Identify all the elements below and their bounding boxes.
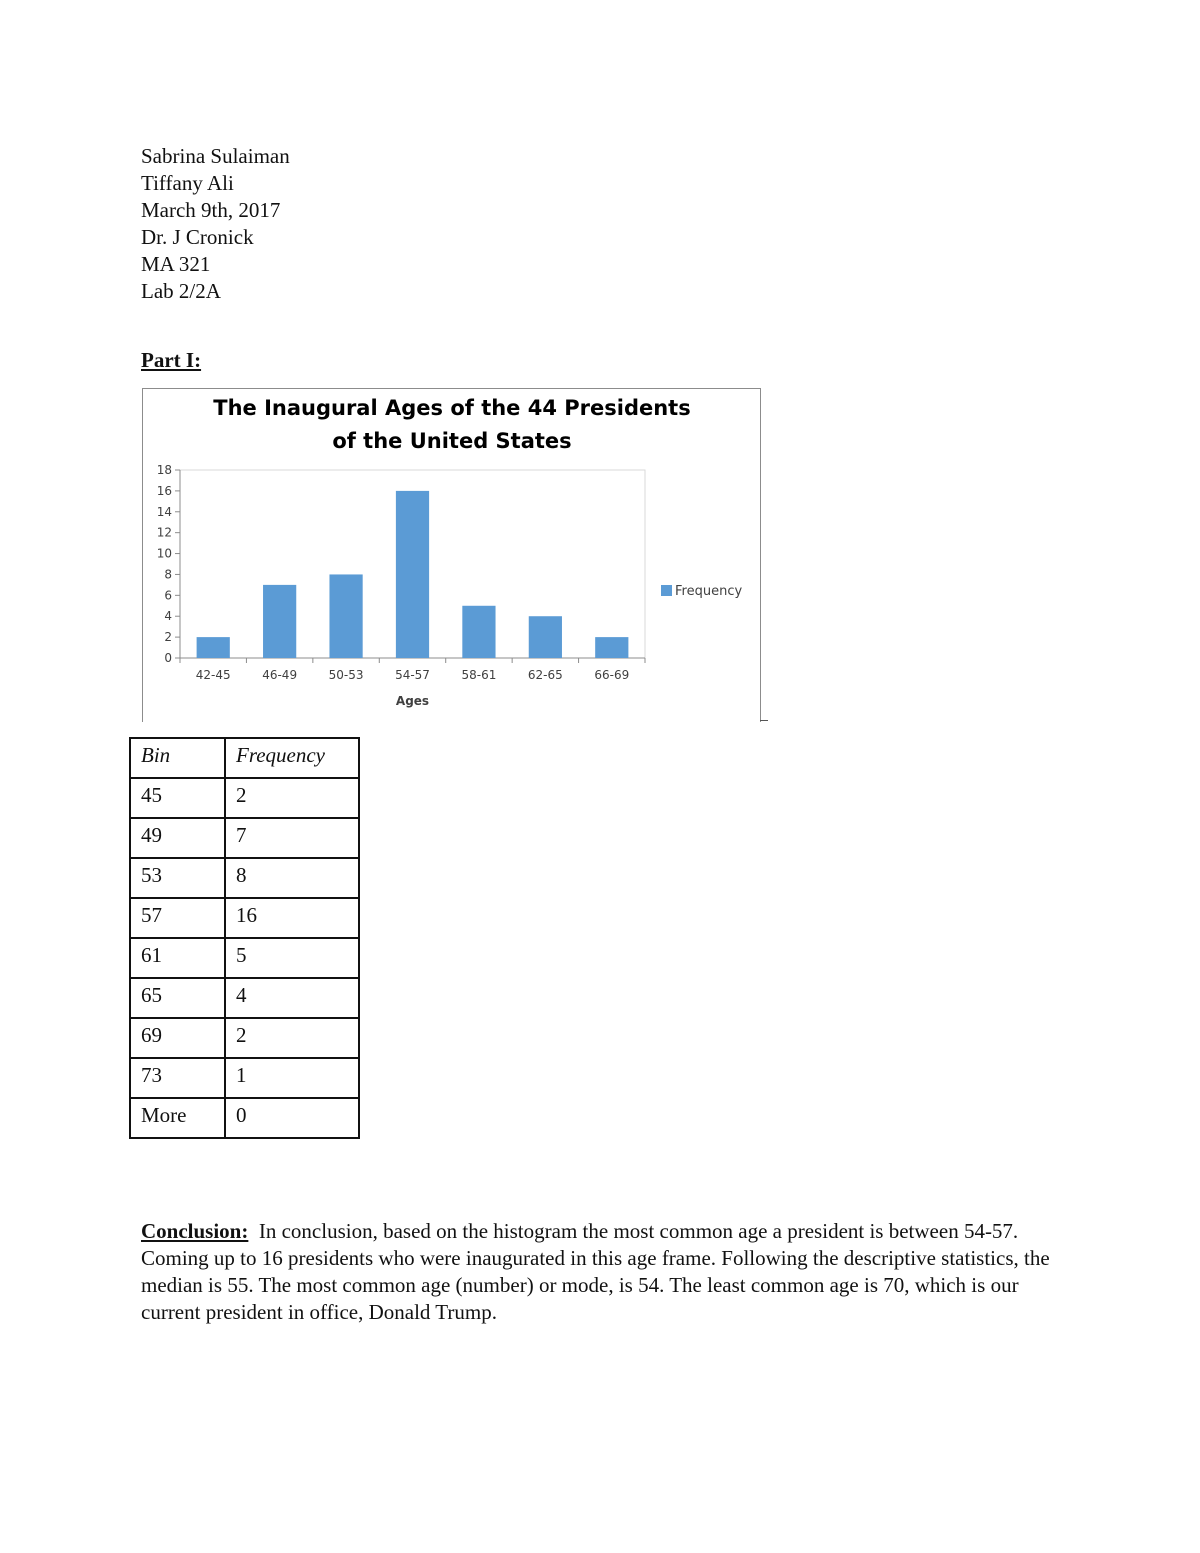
histogram-bar bbox=[462, 606, 495, 658]
frequency-table bbox=[129, 737, 360, 1139]
histogram-bar bbox=[263, 585, 296, 658]
table-row bbox=[130, 858, 359, 898]
chart-legend bbox=[661, 584, 742, 599]
y-tick-label: 14 bbox=[156, 504, 172, 519]
table-row bbox=[130, 1018, 359, 1058]
table-row bbox=[130, 818, 359, 858]
table-cell-bin: 73 bbox=[130, 1058, 225, 1098]
table-cell-frequency: 0 bbox=[225, 1098, 359, 1138]
table-cell-bin: 45 bbox=[130, 778, 225, 818]
histogram-bar bbox=[396, 491, 429, 658]
x-tick-label: 66-69 bbox=[594, 668, 630, 682]
header-assignment: Lab 2/2A bbox=[141, 279, 221, 303]
header-date: March 9th, 2017 bbox=[141, 198, 281, 222]
x-tick-label: 42-45 bbox=[195, 668, 231, 682]
table-cell-frequency: 4 bbox=[225, 978, 359, 1018]
chart-bars bbox=[197, 491, 629, 658]
y-tick-label: 0 bbox=[164, 651, 172, 665]
histogram-bar bbox=[595, 637, 628, 658]
table-cell-bin: 61 bbox=[130, 938, 225, 978]
table-row bbox=[130, 978, 359, 1018]
table-cell-frequency: 16 bbox=[225, 898, 359, 938]
x-tick-label: 54-57 bbox=[395, 668, 430, 682]
header-author-2: Tiffany Ali bbox=[141, 171, 234, 195]
y-tick-label: 2 bbox=[164, 630, 172, 645]
header-course: MA 321 bbox=[141, 252, 211, 276]
y-tick-label: 16 bbox=[156, 483, 172, 498]
y-tick-label: 6 bbox=[164, 588, 172, 603]
histogram-bar bbox=[197, 637, 230, 658]
chart-title-line: The Inaugural Ages of the 44 Presidents bbox=[213, 396, 691, 420]
conclusion-paragraph bbox=[141, 1218, 1066, 1326]
table-cell-frequency: 2 bbox=[225, 1018, 359, 1058]
y-tick-label: 8 bbox=[164, 567, 172, 582]
table-cell-frequency: 7 bbox=[225, 818, 359, 858]
table-cell-bin: 53 bbox=[130, 858, 225, 898]
x-tick-label: 58-61 bbox=[461, 668, 497, 682]
conclusion-text: In conclusion, based on the histogram the most common age a president is between 54-57. Coming up to 16 presidents who were inaugurated in this age frame. Following the descriptive statistics, the median is 55. The most common age (number) or mode, is 54. The least common age is 70, which is our current president in office, Donald Trump. bbox=[141, 1219, 1050, 1324]
chart-title-line: of the United States bbox=[332, 429, 572, 453]
y-tick-label: 12 bbox=[156, 525, 172, 540]
table-row bbox=[130, 1098, 359, 1138]
y-tick-label: 18 bbox=[156, 463, 172, 477]
table-cell-bin: 57 bbox=[130, 898, 225, 938]
header-instructor: Dr. J Cronick bbox=[141, 225, 254, 249]
conclusion-label: Conclusion: bbox=[141, 1219, 249, 1243]
table-row bbox=[130, 778, 359, 818]
table-cell-frequency: 5 bbox=[225, 938, 359, 978]
table-cell-bin: More bbox=[130, 1098, 225, 1138]
legend-swatch bbox=[661, 585, 672, 596]
table-cell-bin: 49 bbox=[130, 818, 225, 858]
part-heading: Part I: bbox=[141, 348, 202, 372]
x-tick-label: 62-65 bbox=[527, 668, 563, 682]
table-header-row bbox=[130, 738, 359, 778]
table-header-bin: Bin bbox=[130, 738, 225, 778]
table-cell-frequency: 1 bbox=[225, 1058, 359, 1098]
table-cell-bin: 65 bbox=[130, 978, 225, 1018]
histogram-bar bbox=[329, 574, 362, 658]
chart-frame bbox=[142, 388, 761, 722]
chart-title bbox=[213, 396, 690, 453]
table-row bbox=[130, 898, 359, 938]
chart-corner-mark bbox=[760, 720, 768, 721]
y-tick-label: 10 bbox=[156, 546, 172, 561]
x-tick-label: 46-49 bbox=[262, 668, 298, 682]
header-block bbox=[141, 143, 290, 305]
x-tick-label: 50-53 bbox=[328, 668, 364, 682]
table-row bbox=[130, 1058, 359, 1098]
table-header-frequency: Frequency bbox=[225, 738, 359, 778]
table-cell-frequency: 2 bbox=[225, 778, 359, 818]
table-cell-frequency: 8 bbox=[225, 858, 359, 898]
histogram-chart bbox=[143, 389, 762, 723]
y-tick-label: 4 bbox=[164, 609, 172, 624]
histogram-bar bbox=[529, 616, 562, 658]
table-row bbox=[130, 938, 359, 978]
table-cell-bin: 69 bbox=[130, 1018, 225, 1058]
x-axis-title: Ages bbox=[395, 694, 430, 708]
legend-label: Frequency bbox=[675, 584, 743, 599]
header-author-1: Sabrina Sulaiman bbox=[141, 144, 290, 168]
